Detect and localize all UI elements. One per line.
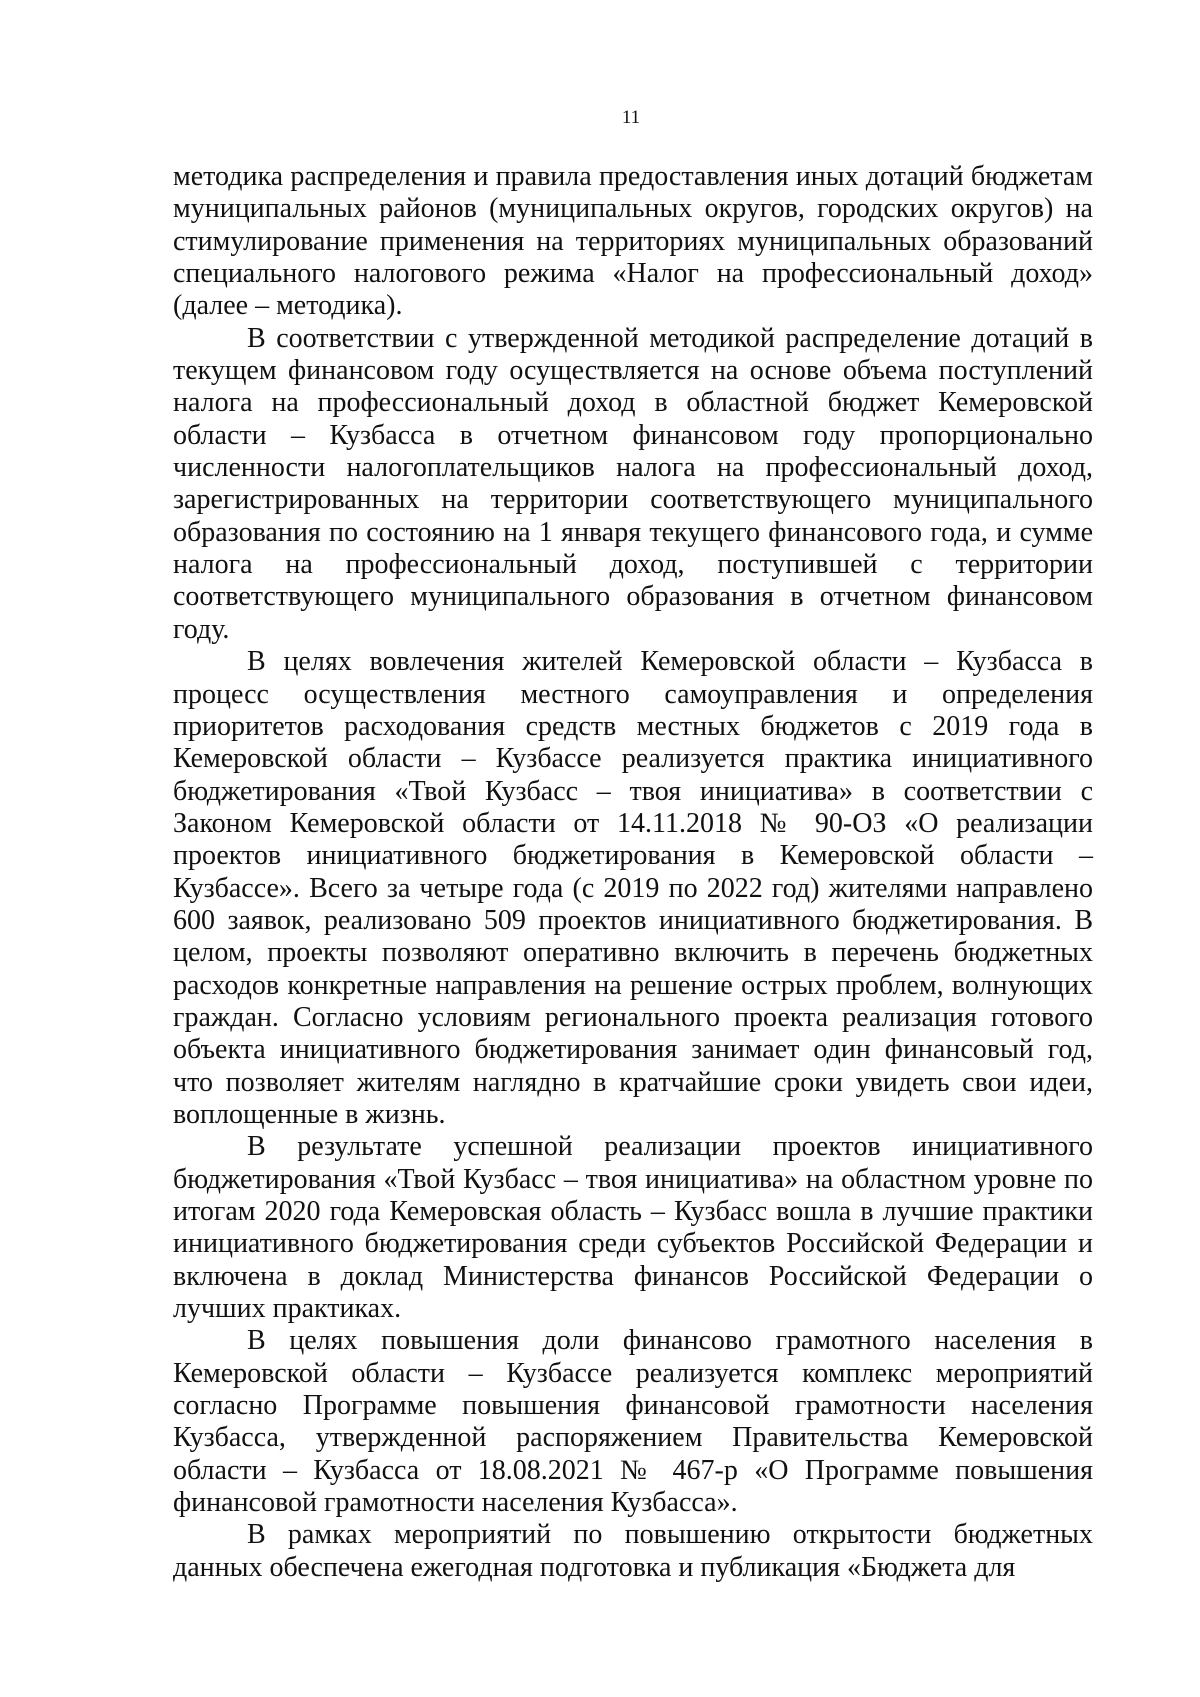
page-number: 11 xyxy=(621,107,641,128)
paragraph-budget-openness: В рамках мероприятий по повышению открытости бюджетных данных обеспечена ежегодная подготовка и публикация «Бюджета для xyxy=(173,1519,1093,1583)
paragraph-initiative-budgeting: В целях вовлечения жителей Кемеровской области – Кузбасса в процесс осуществления местного самоуправления и определения приоритетов расходования средств местных бюджетов с 2019 года в Кемеровской области – Кузбассе реализуется практика инициативного бюджетирования «Твой Кузбасс – твоя инициатива» в соответствии с Законом Кемеровской области от 14.11.2018 № 90-ОЗ «О реализации проектов инициативного бюджетирования в Кемеровской области – Кузбассе». Всего за четыре года (с 2019 по 2022 год) жителями направлено 600 заявок, реализовано 509 проектов инициативного бюджетирования. В целом, проекты позволяют оперативно включить в перечень бюджетных расходов конкретные направления на решение острых проблем, волнующих граждан. Согласно условиям регионального проекта реализация готового объекта инициативного бюджетирования занимает один финансовый год, что позволяет жителям наглядно в кратчайшие сроки увидеть свои идеи, воплощенные в жизнь. xyxy=(173,646,1093,1130)
paragraph-dotation-distribution: В соответствии с утвержденной методикой распределение дотаций в текущем финансовом году осуществляется на основе объема поступлений налога на профессиональный доход в областной бюджет Кемеровской области – Кузбасса в отчетном финансовом году пропорционально численности налогоплательщиков налога на профессиональный доход, зарегистрированных на территории соответствующего муниципального образования по состоянию на 1 января текущего финансового года, и сумме налога на профессиональный доход, поступившей с территории соответствующего муниципального образования в отчетном финансовом году. xyxy=(173,322,1093,645)
paragraph-best-practices: В результате успешной реализации проектов инициативного бюджетирования «Твой Кузбасс – твоя инициатива» на областном уровне по итогам 2020 года Кемеровская область – Кузбасс вошла в лучшие практики инициативного бюджетирования среди субъектов Российской Федерации и включена в доклад Министерства финансов Российской Федерации о лучших практиках. xyxy=(173,1131,1093,1325)
paragraph-continuation: методика распределения и правила предоставления иных дотаций бюджетам муниципальных районов (муниципальных округов, городских округов) на стимулирование применения на территориях муниципальных образований специального налогового режима «Налог на профессиональный доход» (далее – методика). xyxy=(173,161,1093,322)
paragraph-financial-literacy: В целях повышения доли финансово грамотного населения в Кемеровской области – Кузбассе реализуется комплекс мероприятий согласно Программе повышения финансовой грамотности населения Кузбасса, утвержденной распоряжением Правительства Кемеровской области – Кузбасса от 18.08.2021 № 467-р «О Программе повышения финансовой грамотности населения Кузбасса». xyxy=(173,1325,1093,1519)
document-body xyxy=(173,161,1093,1584)
